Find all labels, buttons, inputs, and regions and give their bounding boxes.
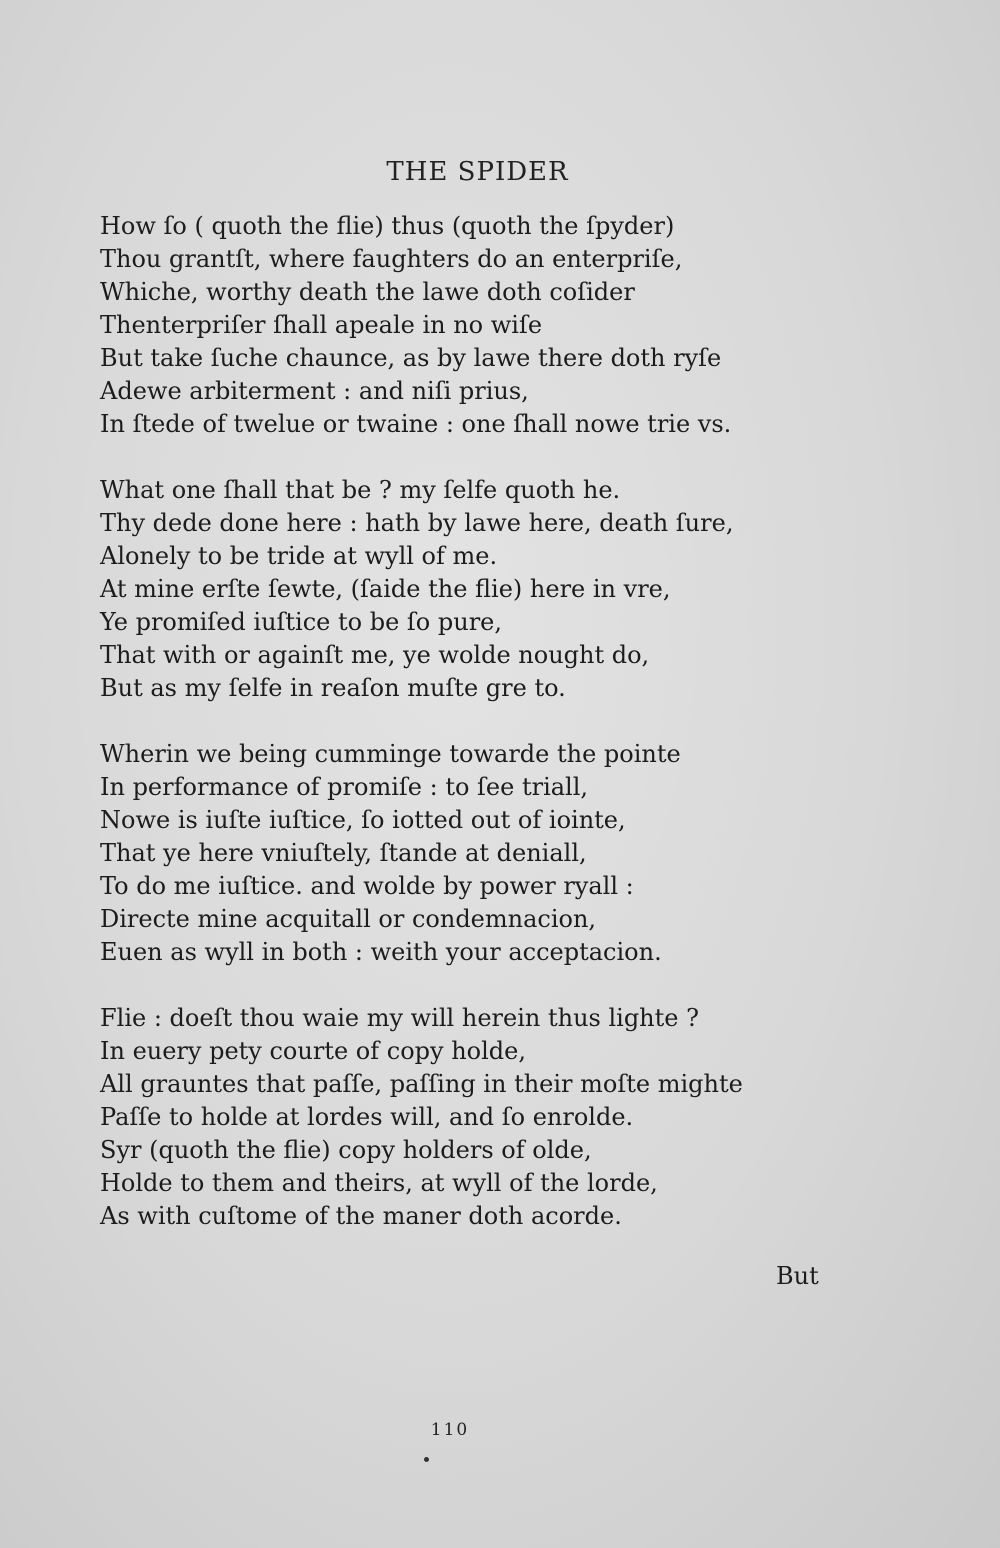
verse-line: But take ſuche chaunce, as by lawe there doth ryſe — [100, 344, 722, 372]
verse-line: Adewe arbiterment : and niſi prius, — [100, 377, 529, 405]
page-title: THE SPIDER — [386, 157, 569, 187]
verse-line: In performance of promiſe : to ſee triall, — [100, 773, 589, 801]
verse-line: At mine erſte ſewte, (ſaide the flie) here in vre, — [100, 575, 671, 603]
stanza-4 — [100, 1002, 800, 1233]
verse-line: Syr (quoth the flie) copy holders of olde, — [100, 1136, 592, 1164]
verse-line: But as my ſelfe in reaſon muſte gre to. — [100, 674, 566, 702]
verse-line: Flie : doeſt thou waie my will herein thus lighte ? — [100, 1004, 699, 1032]
verse-line: How ſo ( quoth the flie) thus (quoth the ſpyder) — [100, 212, 675, 240]
ink-dot — [424, 1457, 429, 1462]
verse-line: Thenterpriſer ſhall apeale in no wiſe — [100, 311, 543, 339]
verse-line: Whiche, worthy death the lawe doth coſider — [100, 278, 635, 306]
verse-line: Thou grantſt, where faughters do an enterpriſe, — [100, 245, 683, 273]
verse-line: Alonely to be tride at wyll of me. — [100, 542, 498, 570]
verse-line: What one ſhall that be ? my ſelfe quoth he. — [100, 476, 621, 504]
verse-line: That with or againſt me, ye wolde nought do, — [100, 641, 650, 669]
poem — [100, 210, 800, 1266]
page-number: 110 — [430, 1420, 470, 1440]
stanza-3 — [100, 738, 800, 969]
verse-line: In ſtede of twelue or twaine : one ſhall nowe trie vs. — [100, 410, 732, 438]
verse-line: Directe mine acquitall or condemnacion, — [100, 905, 597, 933]
verse-line: That ye here vniuſtely, ſtande at deniall, — [100, 839, 587, 867]
stanza-2 — [100, 474, 800, 705]
verse-line: To do me iuſtice. and wolde by power ryall : — [100, 872, 634, 900]
verse-line: Nowe is iuſte iuſtice, ſo iotted out of iointe, — [100, 806, 626, 834]
verse-line: Wherin we being cumminge towarde the pointe — [100, 740, 681, 768]
catchword: But — [776, 1262, 819, 1290]
verse-line: Holde to them and theirs, at wyll of the lorde, — [100, 1169, 658, 1197]
verse-line: Ye promiſed iuſtice to be ſo pure, — [100, 608, 502, 636]
verse-line: All grauntes that paſſe, paſſing in their moſte mighte — [100, 1070, 743, 1098]
verse-line: Euen as wyll in both : weith your acceptacion. — [100, 938, 662, 966]
verse-line: Thy dede done here : hath by lawe here, death ſure, — [100, 509, 734, 537]
verse-line: As with cuſtome of the maner doth acorde. — [100, 1202, 622, 1230]
stanza-1 — [100, 210, 800, 441]
verse-line: Paſſe to holde at lordes will, and ſo enrolde. — [100, 1103, 634, 1131]
verse-line: In euery pety courte of copy holde, — [100, 1037, 526, 1065]
